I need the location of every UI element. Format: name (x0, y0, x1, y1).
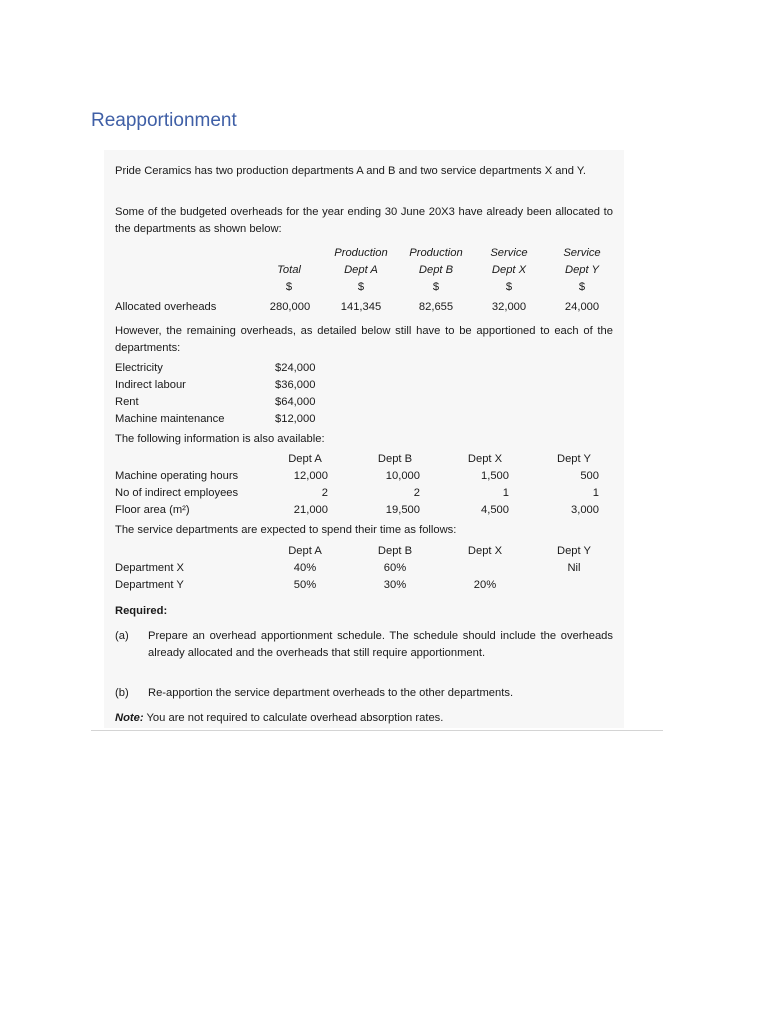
service-row-label: Department X (115, 562, 185, 574)
info-cell: 4,500 (481, 504, 509, 516)
info-cell: 1 (592, 487, 599, 499)
info-intro: The following information is also available: (115, 433, 325, 445)
alloc-header-total-unit: $ (285, 281, 293, 293)
note (115, 710, 443, 727)
alloc-header-total: Total (277, 264, 301, 276)
info-cell: 21,000 (293, 504, 328, 516)
overhead-value: $12,000 (275, 413, 316, 425)
overhead-label: Electricity (115, 362, 163, 374)
service-row-label: Department Y (115, 579, 184, 591)
info-cell: 2 (413, 487, 420, 499)
alloc-header-a-line2: Dept A (344, 264, 378, 276)
alloc-header-y-unit: $ (578, 281, 586, 293)
alloc-value-x: 32,000 (491, 301, 527, 313)
intro-paragraph-2: Some of the budgeted overheads for the year ending 30 June 20X3 have already been allocated to the departments as shown below: (115, 206, 613, 235)
alloc-header-x-line2: Dept X (491, 264, 527, 276)
alloc-value-b: 82,655 (418, 301, 454, 313)
alloc-header-a-unit: $ (357, 281, 365, 293)
part-b-text: Re-apportion the service department overheads to the other departments. (148, 687, 514, 699)
service-cell: 30% (383, 579, 407, 591)
part-a-label: (a) (115, 630, 129, 642)
service-intro: The service departments are expected to spend their time as follows: (115, 524, 457, 536)
overhead-label: Rent (115, 396, 139, 408)
alloc-header-y-line2: Dept Y (565, 264, 599, 276)
service-cell: 40% (293, 562, 317, 574)
alloc-header-y-line1: Service (563, 247, 601, 259)
alloc-value-y: 24,000 (564, 301, 600, 313)
overhead-value: $24,000 (275, 362, 316, 374)
overhead-value: $36,000 (275, 379, 316, 391)
service-header-x: Dept X (467, 545, 503, 557)
info-row-label: Machine operating hours (115, 470, 239, 482)
info-cell: 1,500 (481, 470, 509, 482)
service-cell: 50% (293, 579, 317, 591)
note-label: Note: (115, 712, 144, 724)
page-title: Reapportionment (91, 110, 237, 131)
alloc-header-x-unit: $ (505, 281, 513, 293)
info-cell: 10,000 (385, 470, 420, 482)
alloc-header-x-line1: Service (490, 247, 528, 259)
service-header-y: Dept Y (557, 545, 591, 557)
info-cell: 19,500 (385, 504, 420, 516)
info-cell: 2 (321, 487, 328, 499)
info-header-a: Dept A (288, 453, 322, 465)
alloc-header-b-line2: Dept B (418, 264, 454, 276)
part-b-label: (b) (115, 687, 129, 699)
overhead-label: Indirect labour (115, 379, 186, 391)
note-text: You are not required to calculate overhead absorption rates. (143, 712, 444, 724)
info-cell: 12,000 (293, 470, 328, 482)
info-header-b: Dept B (377, 453, 413, 465)
remaining-paragraph: However, the remaining overheads, as detailed below still have to be apportioned to each of the departments: (115, 325, 613, 354)
alloc-value-a: 141,345 (340, 301, 382, 313)
alloc-row-label: Allocated overheads (115, 301, 217, 313)
overhead-label: Machine maintenance (115, 413, 225, 425)
info-cell: 3,000 (571, 504, 599, 516)
divider-line (91, 730, 663, 731)
alloc-value-total: 280,000 (269, 301, 311, 313)
part-a-text: Prepare an overhead apportionment schedule. The schedule should include the overheads already allocated and the overheads that still require apportionment. (148, 630, 613, 659)
overhead-value: $64,000 (275, 396, 316, 408)
info-cell: 1 (502, 487, 509, 499)
service-header-a: Dept A (288, 545, 322, 557)
info-header-x: Dept X (467, 453, 503, 465)
info-row-label: Floor area (m²) (115, 504, 190, 516)
info-row-label: No of indirect employees (115, 487, 239, 499)
intro-paragraph-1: Pride Ceramics has two production departments A and B and two service departments X and Y. (115, 165, 586, 177)
service-cell: Nil (567, 562, 581, 574)
service-cell: 60% (383, 562, 407, 574)
alloc-header-a-line1: Production (334, 247, 388, 259)
service-cell: 20% (473, 579, 497, 591)
alloc-header-b-unit: $ (432, 281, 440, 293)
alloc-header-b-line1: Production (409, 247, 463, 259)
info-header-y: Dept Y (557, 453, 591, 465)
info-cell: 500 (580, 470, 599, 482)
service-header-b: Dept B (377, 545, 413, 557)
required-label: Required: (115, 605, 168, 617)
